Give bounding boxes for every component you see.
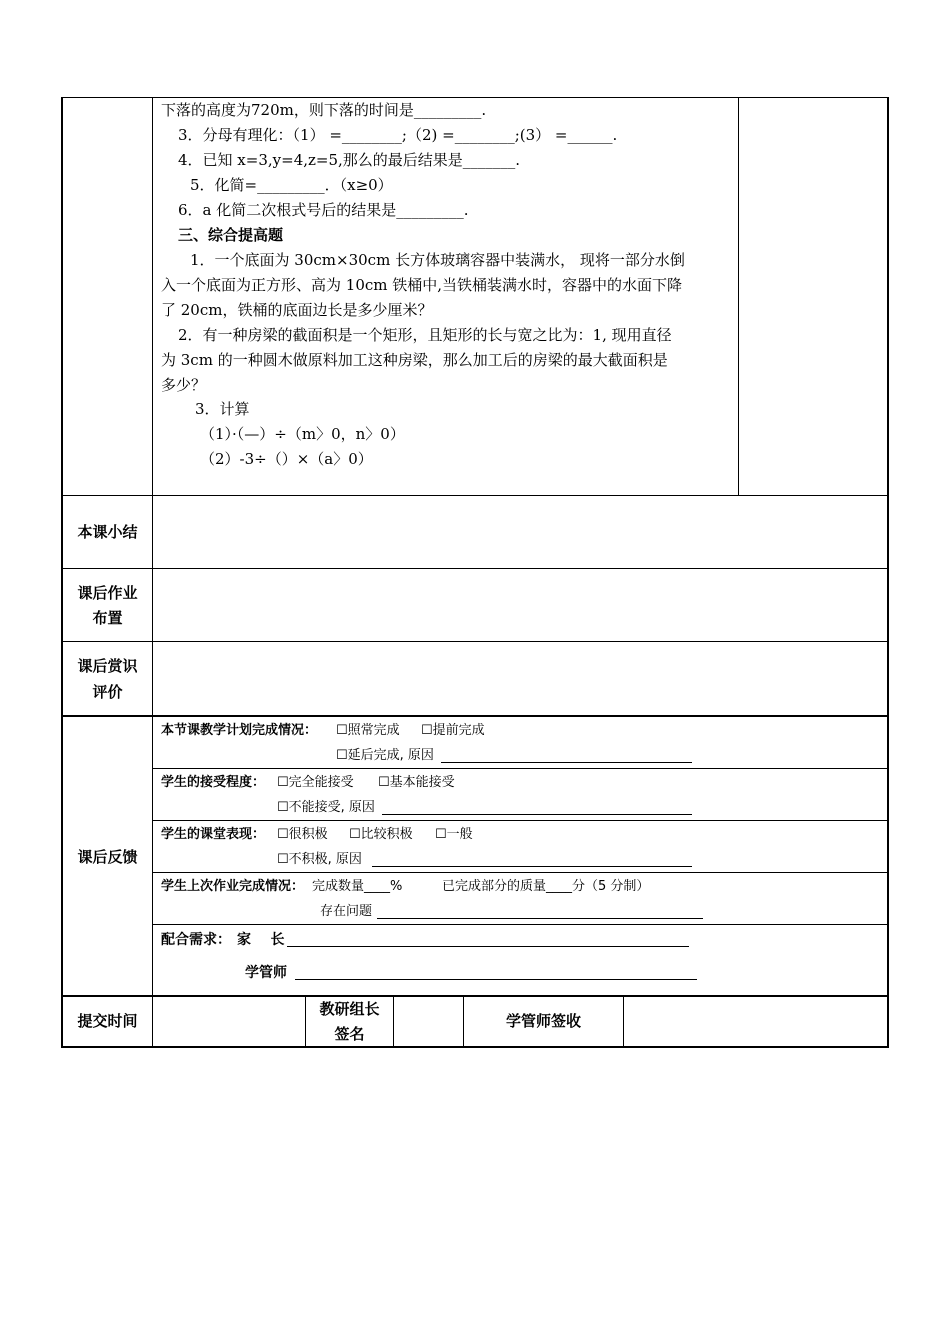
problem-2-line-a: 2．有一种房梁的截面积是一个矩形，且矩形的长与宽之比为：1, 现用直径 [178,326,672,344]
appreciation-label-line-1: 课后赏识 [77,657,138,675]
row-divider [152,768,889,769]
footer-divider [623,996,624,1047]
border-right [887,97,889,1048]
problem-2-line-c: 多少？ [161,376,207,394]
cooperation-label: 配合需求： [161,932,231,948]
acceptance-option-full[interactable]: ☐完全能接受 [277,775,354,790]
exercise-right-divider [738,97,739,496]
exercise-line-2: 3．分母有理化：（1） =________;（2) =________;(3） =______. [178,126,618,144]
section-3-title: 三、综合提高题 [178,226,284,244]
homework-label-line-1: 课后作业 [77,584,138,602]
problem-1-line-a: 1．一个底面为 30cm×30cm 长方体玻璃容器中装满水， 现将一部分水倒 [190,251,685,269]
acceptance-reason-blank[interactable] [382,814,692,815]
border-bottom [61,1046,889,1048]
summary-label: 本课小结 [77,523,138,541]
exercise-line-3: 4．已知 x=3,y=4,z=5,那么的最后结果是_______. [178,151,521,169]
feedback-label: 课后反馈 [77,848,138,866]
plan-label: 本节课教学计划完成情况： [161,723,318,738]
problem-1-line-c: 了 20cm，铁桶的底面边长是多少厘米？ [161,301,433,319]
row-divider [61,715,889,717]
plan-reason-blank[interactable] [441,762,692,763]
plan-option-delayed[interactable]: ☐延后完成, 原因 [336,748,434,763]
problem-2-line-b: 为 3cm 的一种圆木做原料加工这种房梁，那么加工后的房梁的最大截面积是 [161,351,668,369]
label-column-divider [152,97,153,1048]
submit-time-label: 提交时间 [77,1012,138,1030]
plan-option-on-schedule[interactable]: ☐照常完成 [336,723,400,738]
problem-3-part-2: （2）-3÷（）×（a〉0） [200,450,373,468]
exercise-line-5: 6．a 化简二次根式号后的结果是_________. [178,201,469,219]
classroom-label: 学生的课堂表现： [161,827,266,842]
problem-1-line-b: 入一个底面为正方形、高为 10cm 铁桶中,当铁桶装满水时，容器中的水面下降 [161,276,683,294]
acceptance-option-none[interactable]: ☐不能接受, 原因 [277,800,375,815]
homework-label-line-2: 布置 [92,609,123,627]
row-divider [152,924,889,925]
homework-completion-count[interactable]: 完成数量____% [312,879,403,894]
cooperation-manager-blank[interactable] [295,979,697,980]
acceptance-label: 学生的接受程度： [161,775,266,790]
last-homework-label: 学生上次作业完成情况： [161,879,305,894]
row-divider [61,995,889,997]
row-divider [61,495,889,496]
research-leader-label-line-2: 签名 [334,1025,365,1043]
classroom-option-very-active[interactable]: ☐很积极 [277,827,328,842]
classroom-option-fairly-active[interactable]: ☐比较积极 [349,827,413,842]
row-divider [152,820,889,821]
research-leader-label-line-1: 教研组长 [319,1000,380,1018]
plan-option-ahead[interactable]: ☐提前完成 [421,723,485,738]
footer-divider [393,996,394,1047]
manager-signoff-label: 学管师签收 [505,1012,581,1030]
cooperation-manager-label: 学管师 [245,965,287,981]
classroom-option-average[interactable]: ☐一般 [435,827,473,842]
problem-3-part-1: （1）·（—）÷（m〉0，n〉0） [200,425,405,443]
exercise-line-1: 下落的高度为720m，则下落的时间是_________. [161,101,487,119]
cooperation-parent-label: 家 长 [237,932,285,948]
row-divider [61,641,889,642]
exercise-line-4: 5．化简=_________．（x≥0） [190,176,393,194]
homework-issue-label: 存在问题 [320,904,373,919]
acceptance-option-basic[interactable]: ☐基本能接受 [378,775,455,790]
cooperation-parent-blank[interactable] [287,946,689,947]
row-divider [152,872,889,873]
row-divider [61,568,889,569]
appreciation-label-line-2: 评价 [92,683,123,701]
classroom-reason-blank[interactable] [372,866,692,867]
classroom-option-inactive[interactable]: ☐不积极, 原因 [277,852,362,867]
problem-3-title: 3．计算 [195,400,250,418]
homework-issue-blank[interactable] [377,918,703,919]
homework-quality[interactable]: 已完成部分的质量____分（5 分制） [442,879,650,894]
border-left [61,97,63,1048]
